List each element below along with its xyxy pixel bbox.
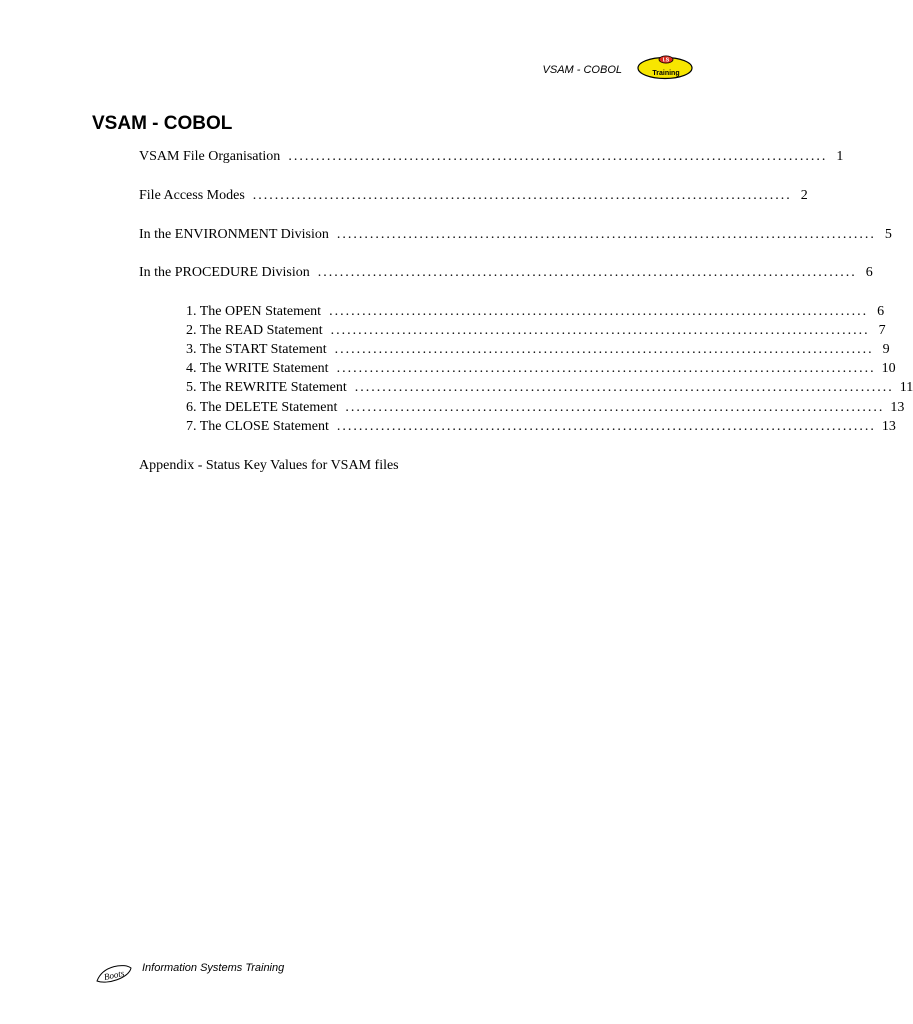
- toc-entry-label: 4. The WRITE Statement: [186, 361, 329, 376]
- toc-entry-label: In the ENVIRONMENT Division: [139, 227, 329, 242]
- toc-leader-dots: ..................................................................................................: [345, 400, 885, 415]
- toc-leader-dots: ..................................................................................................: [329, 304, 869, 319]
- toc-entry-label: 1. The OPEN Statement: [186, 304, 322, 319]
- toc-entry-page: 5: [884, 227, 892, 242]
- toc-entry-page: 2: [800, 188, 808, 203]
- toc-entry-page: 13: [881, 419, 896, 434]
- toc-entry-label: 6. The DELETE Statement: [186, 400, 338, 415]
- toc-leader-dots: ..................................................................................................: [288, 149, 828, 164]
- toc-leader-dots: ..................................................................................................: [330, 323, 870, 338]
- logo-bottom-text: Training: [652, 70, 680, 77]
- toc-leader-dots: ..................................................................................................: [334, 342, 874, 357]
- toc-entry-label: In the PROCEDURE Division: [139, 265, 310, 280]
- toc-entry[interactable]: [139, 148, 844, 166]
- toc-entry-page: 6: [865, 265, 873, 280]
- toc-entry-label: 2. The READ Statement: [186, 323, 323, 338]
- toc-leader-dots: ..................................................................................................: [336, 227, 876, 242]
- toc-entry[interactable]: [139, 187, 808, 205]
- toc-entry[interactable]: [139, 226, 892, 244]
- toc-entry-label: 7. The CLOSE Statement: [186, 419, 329, 434]
- toc-subentry[interactable]: [186, 341, 890, 359]
- toc-leader-dots: ..................................................................................................: [354, 380, 894, 395]
- toc-entry-page: 11: [899, 380, 913, 395]
- toc-entry-page: 13: [890, 400, 905, 415]
- toc-entry[interactable]: [139, 264, 873, 282]
- toc-subentry[interactable]: [186, 379, 913, 397]
- toc-subentry[interactable]: [186, 303, 885, 321]
- toc-leader-dots: ..................................................................................................: [317, 265, 857, 280]
- boots-logo-text: Boots: [102, 967, 126, 983]
- toc-subentry[interactable]: [186, 418, 896, 436]
- toc-entry-label: VSAM File Organisation: [139, 149, 281, 164]
- toc-entry-page: 1: [836, 149, 844, 164]
- toc-leader-dots: ..................................................................................................: [336, 361, 876, 376]
- toc-entry-label: 3. The START Statement: [186, 342, 327, 357]
- toc-subentry[interactable]: [186, 360, 896, 378]
- toc-entry-label: 5. The REWRITE Statement: [186, 380, 347, 395]
- toc-leader-dots: ..................................................................................................: [252, 188, 792, 203]
- toc-entry-label: File Access Modes: [139, 188, 245, 203]
- toc-entry-page: 6: [877, 304, 885, 319]
- toc-entry-page: 7: [878, 323, 886, 338]
- toc-leader-dots: ..................................................................................................: [336, 419, 876, 434]
- running-header-title: VSAM - COBOL: [542, 64, 622, 76]
- toc-appendix-entry[interactable]: Appendix - Status Key Values for VSAM files: [139, 458, 399, 473]
- toc-entry-page: 10: [881, 361, 896, 376]
- footer-text: Information Systems Training: [142, 962, 285, 974]
- toc-entry-page: 9: [882, 342, 890, 357]
- toc-subentry[interactable]: [186, 399, 905, 417]
- toc-subentry[interactable]: [186, 322, 886, 340]
- is-training-logo-icon: [636, 54, 694, 80]
- boots-logo-icon: [94, 962, 134, 986]
- document-title: VSAM - COBOL: [92, 113, 233, 134]
- logo-top-text: I.S: [662, 57, 670, 64]
